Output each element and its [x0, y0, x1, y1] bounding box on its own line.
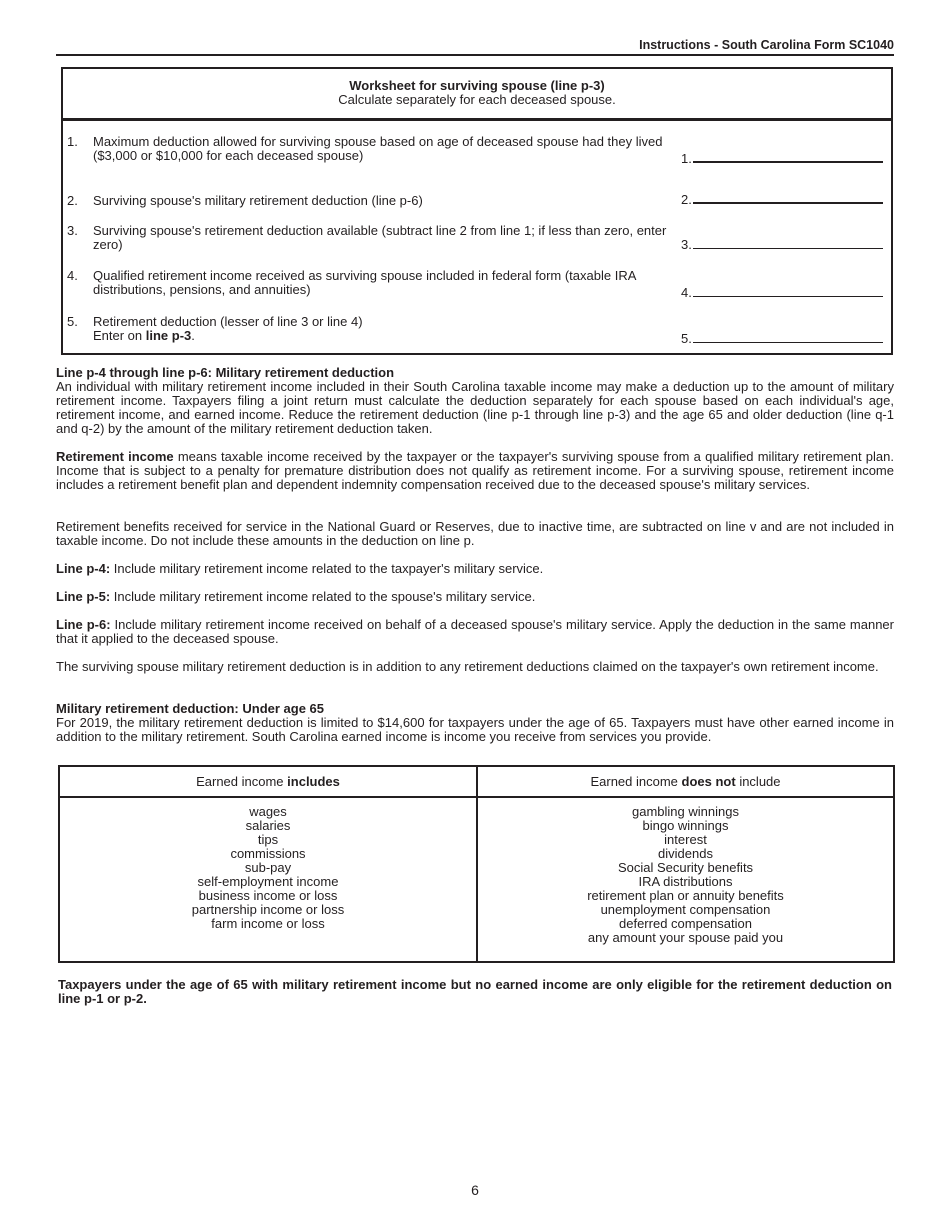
list-item: partnership income or loss — [191, 902, 345, 917]
list-item: dividends — [658, 846, 713, 861]
section-heading: Military retirement deduction: Under age 65 — [56, 701, 325, 716]
row-text: Surviving spouse's military retirement deduction (line p-6) — [93, 193, 423, 208]
row-number: 4. — [67, 268, 78, 283]
line-2-field[interactable]: 2. — [681, 192, 885, 207]
list-item: tips — [257, 832, 279, 847]
list-item: Social Security benefits — [617, 860, 754, 875]
paragraph: For 2019, the military retirement deduction is limited to $14,600 for taxpayers under the age of 65. Taxpayers must have other earned income in addition to the military retirement. South Carolina earned income is income you receive from services you provide. — [56, 715, 894, 744]
list-item: farm income or loss — [211, 916, 325, 931]
includes-list — [60, 805, 476, 931]
list-item: gambling winnings — [632, 804, 739, 819]
list-item: commissions — [230, 846, 306, 861]
list-item: wages — [249, 804, 287, 819]
surviving-spouse-worksheet — [61, 67, 893, 355]
list-item: any amount your spouse paid you — [587, 930, 784, 945]
section-heading: Line p-4 through line p-6: Military retirement deduction — [56, 365, 395, 380]
row-text: Maximum deduction allowed for surviving spouse based on age of deceased spouse had they lived ($3,000 or $10,000 for each deceased spouse) — [93, 134, 663, 163]
excludes-list — [478, 805, 893, 945]
page-number: 6 — [471, 1182, 479, 1198]
list-item: sub-pay — [244, 860, 292, 875]
list-item: retirement plan or annuity benefits — [587, 888, 784, 903]
line-5-field[interactable]: 5. — [681, 332, 885, 346]
list-item: salaries — [245, 818, 291, 833]
list-item: IRA distributions — [638, 874, 733, 889]
list-item: interest — [664, 832, 707, 847]
list-item: bingo winnings — [642, 818, 729, 833]
paragraph: An individual with military retirement income included in their South Carolina taxable income may make a deduction up to the amount of military retirement income. Taxpayers filing a joint return must calculate the deduction separately for each spouse based on each individual's age, retirement income, and earned income. Reduce the retirement deduction (line p-1 through line p-3) and the age 65 and older deduction (line q-1 and q-2) by the amount of the military retirement deduction taken. — [56, 379, 894, 436]
header-rule — [56, 54, 894, 56]
includes-header: Earned income includes — [60, 767, 476, 798]
under-65-section — [56, 702, 894, 744]
worksheet-title: Worksheet for surviving spouse (line p-3) — [349, 78, 605, 93]
row-text: Retirement deduction (lesser of line 3 or line 4) Enter on line p-3. — [93, 314, 363, 343]
earned-income-table — [58, 765, 895, 963]
military-section — [56, 366, 894, 436]
line-1-field[interactable]: 1. — [681, 151, 885, 166]
line-3-field[interactable]: 3. — [681, 238, 885, 252]
list-item: business income or loss — [198, 888, 338, 903]
surviving-spouse-paragraph: The surviving spouse military retirement deduction is in addition to any retirement deductions claimed on the taxpayer's own retirement income. — [56, 659, 879, 674]
list-item: self-employment income — [197, 874, 339, 889]
row-number: 3. — [67, 223, 78, 238]
list-item: unemployment compensation — [600, 902, 771, 917]
row-text: Surviving spouse's retirement deduction available (subtract line 2 from line 1; if less than zero, enter zero) — [93, 223, 667, 252]
line-p4-paragraph: Line p-4: Include military retirement income related to the taxpayer's military service. — [56, 561, 544, 576]
retirement-income-paragraph: Retirement income means taxable income received by the taxpayer or the taxpayer's surviving spouse from a qualified military retirement plan. Income that is subject to a penalty for premature distribution does not qualify as retirement income. For a surviving spouse, retirement income includes a retirement benefit plan and dependent indemnity compensation received due to the deceased spouse's military services. — [56, 449, 894, 492]
excludes-header: Earned income does not include — [478, 767, 893, 798]
row-number: 1. — [67, 134, 78, 149]
national-guard-paragraph: Retirement benefits received for service in the National Guard or Reserves, due to inactive time, are subtracted on line v and are not included in taxable income. Do not include these amounts in the deduction on line p. — [56, 519, 894, 548]
list-item: deferred compensation — [619, 916, 752, 931]
eligibility-note: Taxpayers under the age of 65 with military retirement income but no earned income are only eligible for the retirement deduction on line p-1 or p-2. — [58, 977, 892, 1006]
line-4-field[interactable]: 4. — [681, 286, 885, 300]
worksheet-subtitle: Calculate separately for each deceased spouse. — [338, 92, 616, 107]
line-p6-paragraph: Line p-6: Include military retirement income received on behalf of a deceased spouse's military service. Apply the deduction in the same manner that it applied to the deceased spouse. — [56, 617, 894, 646]
row-number: 5. — [67, 314, 78, 329]
row-text: Qualified retirement income received as surviving spouse included in federal form (taxable IRA distributions, pensions, and annuities) — [93, 268, 636, 297]
running-header: Instructions - South Carolina Form SC1040 — [639, 38, 894, 52]
line-p5-paragraph: Line p-5: Include military retirement income related to the spouse's military service. — [56, 589, 536, 604]
row-number: 2. — [67, 193, 78, 208]
worksheet-title-block — [63, 69, 891, 121]
